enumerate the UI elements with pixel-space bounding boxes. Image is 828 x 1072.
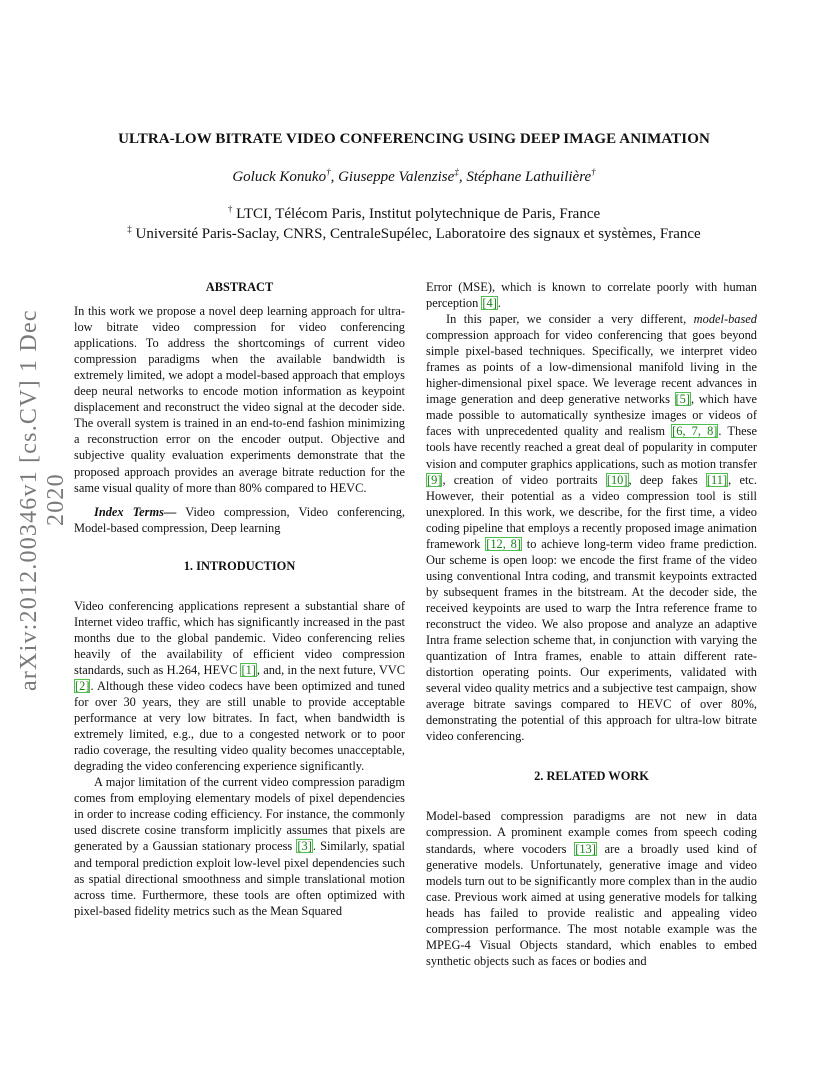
abstract-text: In this work we propose a novel deep learning approach for ultra-low bitrate video compression for video conferencing applications. To address the shortcomings of current video compression paradigms when the available bandwidth is extremely limited, we adopt a model-based approach that employs deep neural networks to encode motion information as keypoint displacement and reconstruct the video signal at the decoder side. The overall system is trained in an end-to-end fashion minimizing a reconstruction error on the encoder output. Objective and subjective quality evaluation experiments demonstrate that the proposed approach provides an average bitrate reduction for the same visual quality of more than 80% compared to HEVC. [74, 304, 405, 495]
text-run: , deep fakes [628, 472, 706, 487]
text-run: Error (MSE), which is known to correlate poorly with human perception [426, 280, 757, 311]
affiliation-2: ‡ Université Paris-Saclay, CNRS, CentraleSupélec, Laboratoire des signaux et systèmes, France [127, 224, 701, 242]
index-terms [74, 504, 405, 536]
intro-paragraph-2-continued [426, 279, 757, 311]
citation-link[interactable]: [10] [606, 472, 628, 487]
text-run: . Similarly, spatial and temporal prediction exploit low-level pixel dependencies such as spatial directional smoothness and simple translational motion across time. Furthermore, these tools are often optimized with pixel-based fidelity metrics such as the Mean Squared [74, 839, 405, 918]
text-run: , etc. However, their potential as a video compression tool is still unexplored. In this work, we describe, for the first time, a video coding pipeline that employs a recently proposed image animation framework [426, 472, 757, 551]
citation-link[interactable]: [13] [575, 841, 596, 856]
text-run: , creation of video portraits [442, 472, 606, 487]
citation-link[interactable]: [9] [427, 472, 442, 487]
emphasis-text: model-based [693, 312, 757, 327]
index-terms-text: Video compression, Video conferencing, Model-based compression, Deep learning [74, 504, 405, 535]
citation-link[interactable]: [1] [241, 662, 256, 677]
affiliation-1: † LTCI, Télécom Paris, Institut polytechnique de Paris, France [227, 204, 601, 222]
paper-title: ULTRA-LOW BITRATE VIDEO CONFERENCING USING DEEP IMAGE ANIMATION [118, 131, 710, 147]
text-run: . These tools have recently reached a great deal of popularity in computer vision and computer graphics applications, such as motion transfer [426, 424, 757, 471]
text-run: Model-based compression paradigms are not new in data compression. A prominent example comes from speech coding standards, where vocoders [426, 809, 757, 856]
text-run: A major limitation of the current video compression paradigm comes from employing elementary models of pixel dependencies in order to increase coding efficiency. For instance, the commonly used discrete cosine transform implicitly assumes that pixels are generated by a Gaussian stationary process [74, 775, 405, 854]
related-work-paragraph-1 [426, 808, 757, 968]
citation-link[interactable]: [11] [706, 472, 728, 487]
intro-paragraph-1 [74, 598, 405, 775]
citation-link[interactable]: [12, 8] [486, 536, 521, 551]
citation-link[interactable]: [4] [482, 296, 497, 311]
text-run: compression approach for video conferencing that goes beyond simple pixel-based techniques. Specifically, we interpret video frames as points of a low-dimensional manifold living in the higher-dimensional pixel space. We leverage recent advances in image generation and deep generative networks [426, 328, 757, 407]
text-run: , and, in the next future, VVC [256, 662, 405, 677]
citation-link[interactable]: [5] [675, 392, 690, 407]
text-run: , which have made possible to automatically synthesize images or videos of faces with unprecedented quality and realism [426, 392, 757, 439]
arxiv-identifier: arXiv:2012.00346v1 [cs.CV] 1 Dec 2020 [16, 309, 69, 691]
intro-paragraph-3 [426, 311, 757, 744]
right-column [426, 279, 757, 969]
abstract-heading: ABSTRACT [205, 280, 274, 294]
text-run: In this paper, we consider a very different, [446, 312, 694, 327]
index-terms-label: Index Terms— [94, 504, 177, 519]
citation-link[interactable]: [3] [297, 839, 312, 854]
introduction-heading: 1. INTRODUCTION [183, 558, 296, 573]
text-run: to achieve long-term video frame prediction. Our scheme is open loop: we encode the first frame of the video using conventional Intra coding, and transmit keypoints extracted by subsequent frames in the bitstream. At the decoder side, the received keypoints are used to warp the Intra reference frame to reconstruct the video. We also propose and analyze an adaptive Intra frame selection scheme that, in conjunction with varying the quantization of Intra frames, enable to attain different rate-distortion operating points. Our experiments, validated with several video quality metrics and a subjective test campaign, show average bitrate savings compared to HEVC of over 80%, demonstrating the potential of this approach for ultra-low bitrate video conferencing. [426, 536, 757, 744]
left-column [74, 279, 405, 919]
citation-link[interactable]: [2] [75, 678, 90, 693]
citation-link[interactable]: [6, 7, 8] [672, 424, 718, 439]
intro-paragraph-2 [74, 774, 405, 918]
text-run: . Although these video codecs have been optimized and tuned for over 30 years, they are still unable to provide acceptable performance at very low bitrates. In fact, when bandwidth is extremely limited, e.g., due to a congested network or to poor radio coverage, the resulting video quality becomes unacceptable, degrading the video conferencing experience significantly. [74, 678, 405, 774]
text-run: Video conferencing applications represent a substantial share of Internet video traffic, which has significantly increased in the past months due to the global pandemic. Video conferencing relies heavily of the availability of efficient video compression standards, such as H.264, HEVC [74, 598, 405, 677]
paper-authors: Goluck Konuko†, Giuseppe Valenzise‡, Stéphane Lathuilière† [232, 167, 596, 185]
text-run: . [497, 296, 501, 311]
related-work-heading: 2. RELATED WORK [534, 769, 649, 784]
text-run: are a broadly used kind of generative models. Unfortunately, generative image and video models turn out to be significantly more complex than in the audio case. Previous work aimed at using generative models for talking heads has failed to provide realistic and appealing video compression performance. The most notable example was the MPEG-4 Visual Objects standard, which enables to embed synthetic objects such as faces or bodies and [426, 841, 758, 968]
